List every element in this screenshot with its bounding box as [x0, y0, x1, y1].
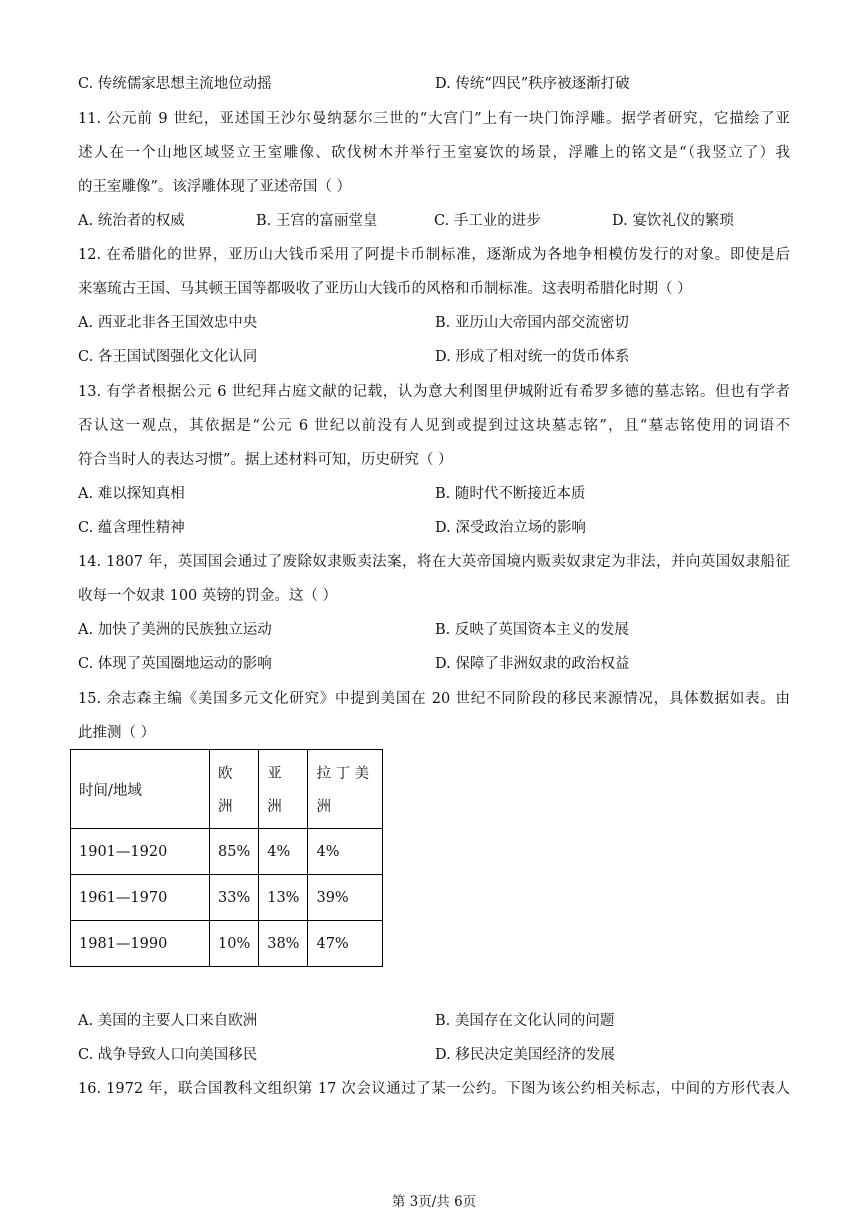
table-cell: 85%: [210, 829, 259, 875]
q14-option-a: A. 加快了美洲的民族独立运动: [78, 622, 272, 638]
q14-stem-line-1: 14. 1807 年，英国国会通过了废除奴隶贩卖法案，将在大英帝国境内贩卖奴隶定为非法，并向英国奴隶船征: [78, 554, 790, 570]
q10-option-c: C. 传统儒家思想主流地位动摇: [78, 76, 272, 92]
table-header-europe: 欧 洲: [210, 750, 259, 829]
q13-stem-line-3: 符合当时人的表达习惯”。据上述材料可知，历史研究（ ）: [78, 452, 453, 468]
q15-stem-line-2: 此推测（ ）: [78, 725, 156, 741]
table-header-period: 时间/地域: [71, 750, 210, 829]
table-cell: 47%: [308, 921, 383, 967]
table-cell: 13%: [259, 875, 308, 921]
q11-stem-line-2: 述人在一个山地区域竖立王室雕像、砍伐树木并举行王室宴饮的场景，浮雕上的铭文是“（我竖立了）我: [78, 145, 790, 161]
q16-stem-line-1: 16. 1972 年，联合国教科文组织第 17 次会议通过了某一公约。下图为该公约相关标志，中间的方形代表人: [78, 1081, 790, 1097]
q12-stem-line-1: 12. 在希腊化的世界，亚历山大钱币采用了阿提卡币制标准，逐渐成为各地争相模仿发行的对象。即使是后: [78, 247, 790, 263]
table-header-latin-america: 拉 丁 美 洲: [308, 750, 383, 829]
q12-option-a: A. 西亚北非各王国效忠中央: [78, 315, 258, 331]
table-cell: 10%: [210, 921, 259, 967]
table-row: [71, 921, 383, 967]
q12-option-b: B. 亚历山大帝国内部交流密切: [435, 315, 629, 331]
table-cell: 1961—1970: [71, 875, 210, 921]
q13-option-a: A. 难以探知真相: [78, 486, 185, 502]
q11-option-d: D. 宴饮礼仪的繁琐: [612, 213, 734, 229]
q14-option-d: D. 保障了非洲奴隶的政治权益: [435, 656, 630, 672]
q14-option-b: B. 反映了英国资本主义的发展: [435, 622, 629, 638]
q13-stem-line-1: 13. 有学者根据公元 6 世纪拜占庭文献的记载，认为意大利图里伊城附近有希罗多德的墓志铭。但也有学者: [78, 384, 790, 400]
q12-option-c: C. 各王国试图强化文化认同: [78, 349, 258, 365]
q14-stem-line-2: 收每一个奴隶 100 英镑的罚金。这（ ）: [78, 588, 338, 604]
q12-stem-line-2: 来塞琉古王国、马其顿王国等都吸收了亚历山大钱币的风格和币制标准。这表明希腊化时期（ ）: [78, 281, 692, 297]
q13-option-d: D. 深受政治立场的影响: [435, 520, 586, 536]
q11-stem-line-1: 11. 公元前 9 世纪，亚述国王沙尔曼纳瑟尔三世的“大宫门”上有一块门饰浮雕。据学者研究，它描绘了亚: [78, 111, 790, 127]
table-cell: 1901—1920: [71, 829, 210, 875]
q13-option-b: B. 随时代不断接近本质: [435, 486, 586, 502]
table-cell: 4%: [259, 829, 308, 875]
page-footer: 第 3页/共 6页: [391, 1194, 477, 1210]
q15-option-c: C. 战争导致人口向美国移民: [78, 1047, 258, 1063]
q12-option-d: D. 形成了相对统一的货币体系: [435, 349, 630, 365]
q11-option-b: B. 王宫的富丽堂皇: [256, 213, 378, 229]
table-cell: 39%: [308, 875, 383, 921]
q15-option-d: D. 移民决定美国经济的发展: [435, 1047, 615, 1063]
table-header-asia: 亚 洲: [259, 750, 308, 829]
q14-option-c: C. 体现了英国圈地运动的影响: [78, 656, 272, 672]
immigration-source-table: [70, 749, 383, 967]
q11-stem-line-3: 的王室雕像”。该浮雕体现了亚述帝国（ ）: [78, 179, 352, 195]
q13-stem-line-2: 否认这一观点，其依据是“公元 6 世纪以前没有人见到或提到过这块墓志铭”，且“墓志铭使用的词语不: [78, 418, 790, 434]
q10-option-d: D. 传统“四民”秩序被逐渐打破: [435, 76, 630, 92]
table-row: [71, 875, 383, 921]
q11-option-a: A. 统治者的权威: [78, 213, 185, 229]
table-header-row: [71, 750, 383, 829]
q15-option-a: A. 美国的主要人口来自欧洲: [78, 1013, 258, 1029]
q15-stem-line-1: 15. 余志森主编《美国多元文化研究》中提到美国在 20 世纪不同阶段的移民来源情况，具体数据如表。由: [78, 691, 790, 707]
table-cell: 1981—1990: [71, 921, 210, 967]
table-cell: 4%: [308, 829, 383, 875]
q13-option-c: C. 蕴含理性精神: [78, 520, 185, 536]
table-row: [71, 829, 383, 875]
q15-option-b: B. 美国存在文化认同的问题: [435, 1013, 615, 1029]
table-cell: 38%: [259, 921, 308, 967]
table-cell: 33%: [210, 875, 259, 921]
q11-option-c: C. 手工业的进步: [434, 213, 541, 229]
